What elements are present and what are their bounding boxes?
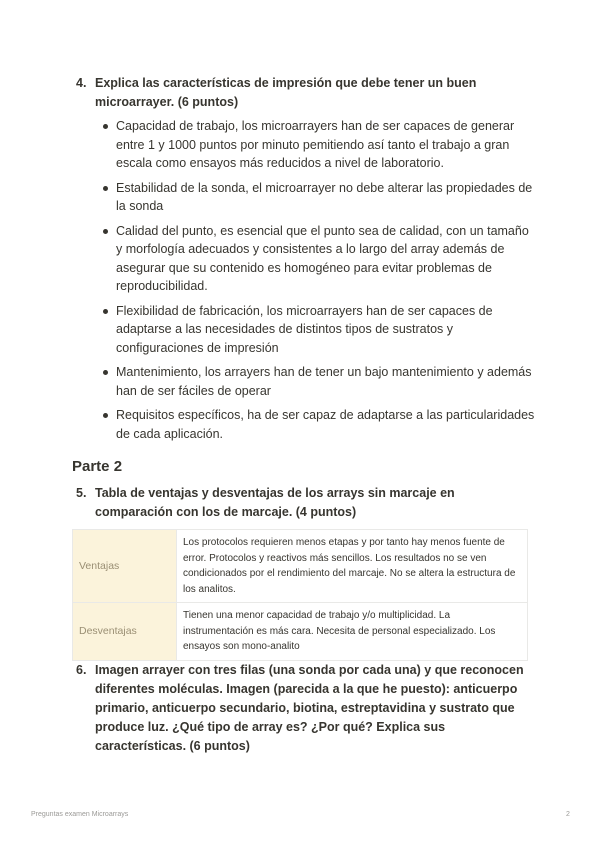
list-item: Flexibilidad de fabricación, los microarrayers han de ser capaces de adaptarse a las necesidades de distintos tipos de sustratos y configuraciones de impresión — [98, 302, 538, 358]
question-number: 4. — [76, 76, 87, 90]
question-4 — [72, 74, 532, 112]
table-row — [73, 603, 528, 661]
list-item: Requisitos específicos, ha de ser capaz de adaptarse a las particularidades de cada aplicación. — [98, 406, 538, 443]
section-heading: Parte 2 — [72, 458, 123, 475]
footer-page-number: 2 — [566, 811, 570, 818]
row-value: Tienen una menor capacidad de trabajo y/o multiplicidad. La instrumentación es más cara. Necesita de personal especializado. Los ensayos son mono-analito — [177, 603, 528, 661]
row-label: Ventajas — [73, 530, 177, 603]
question-title: Tabla de ventajas y desventajas de los arrays sin marcaje en comparación con los de marcaje. (4 puntos) — [95, 486, 455, 519]
list-item: Calidad del punto, es esencial que el punto sea de calidad, con un tamaño y morfología adecuados y consistentes a lo largo del array además de asegurar que su contenido es homogéneo para evitar problemas de reproducibilidad. — [98, 222, 538, 296]
question-title: Imagen arrayer con tres filas (una sonda por cada una) y que reconocen diferentes moléculas. Imagen (parecida a la que he puesto): anticuerpo primario, anticuerpo secundario, biotina, estreptavidina y sustrato que produce luz. ¿Qué tipo de array es? ¿Por qué? Explica sus características. (6 puntos) — [95, 663, 524, 753]
question-6 — [72, 661, 532, 756]
question-title: Explica las características de impresión que debe tener un buen microarrayer. (6 puntos) — [95, 76, 477, 109]
question-number: 6. — [76, 663, 87, 677]
list-item: Capacidad de trabajo, los microarrayers han de ser capaces de generar entre 1 y 1000 puntos por minuto pemitiendo así tanto el trabajo a gran escala como ensayos más reducidos a nivel de laboratorio. — [98, 117, 538, 173]
footer-doc-title: Preguntas examen Microarrays — [31, 811, 129, 818]
row-label: Desventajas — [73, 603, 177, 661]
list-item: Mantenimiento, los arrayers han de tener un bajo mantenimiento y además han de ser fáciles de operar — [98, 363, 538, 400]
row-value: Los protocolos requieren menos etapas y por tanto hay menos fuente de error. Protocolos y reactivos más sencillos. Los resultados no se ven condicionados por el rendimiento del marcaje. No se altera la estructura de los analitos. — [177, 530, 528, 603]
table-row — [73, 530, 528, 603]
advantages-table — [72, 529, 528, 661]
question-5 — [72, 484, 532, 522]
list-item: Estabilidad de la sonda, el microarrayer no debe alterar las propiedades de la sonda — [98, 179, 538, 216]
question-number: 5. — [76, 486, 87, 500]
bullet-list — [98, 117, 538, 449]
